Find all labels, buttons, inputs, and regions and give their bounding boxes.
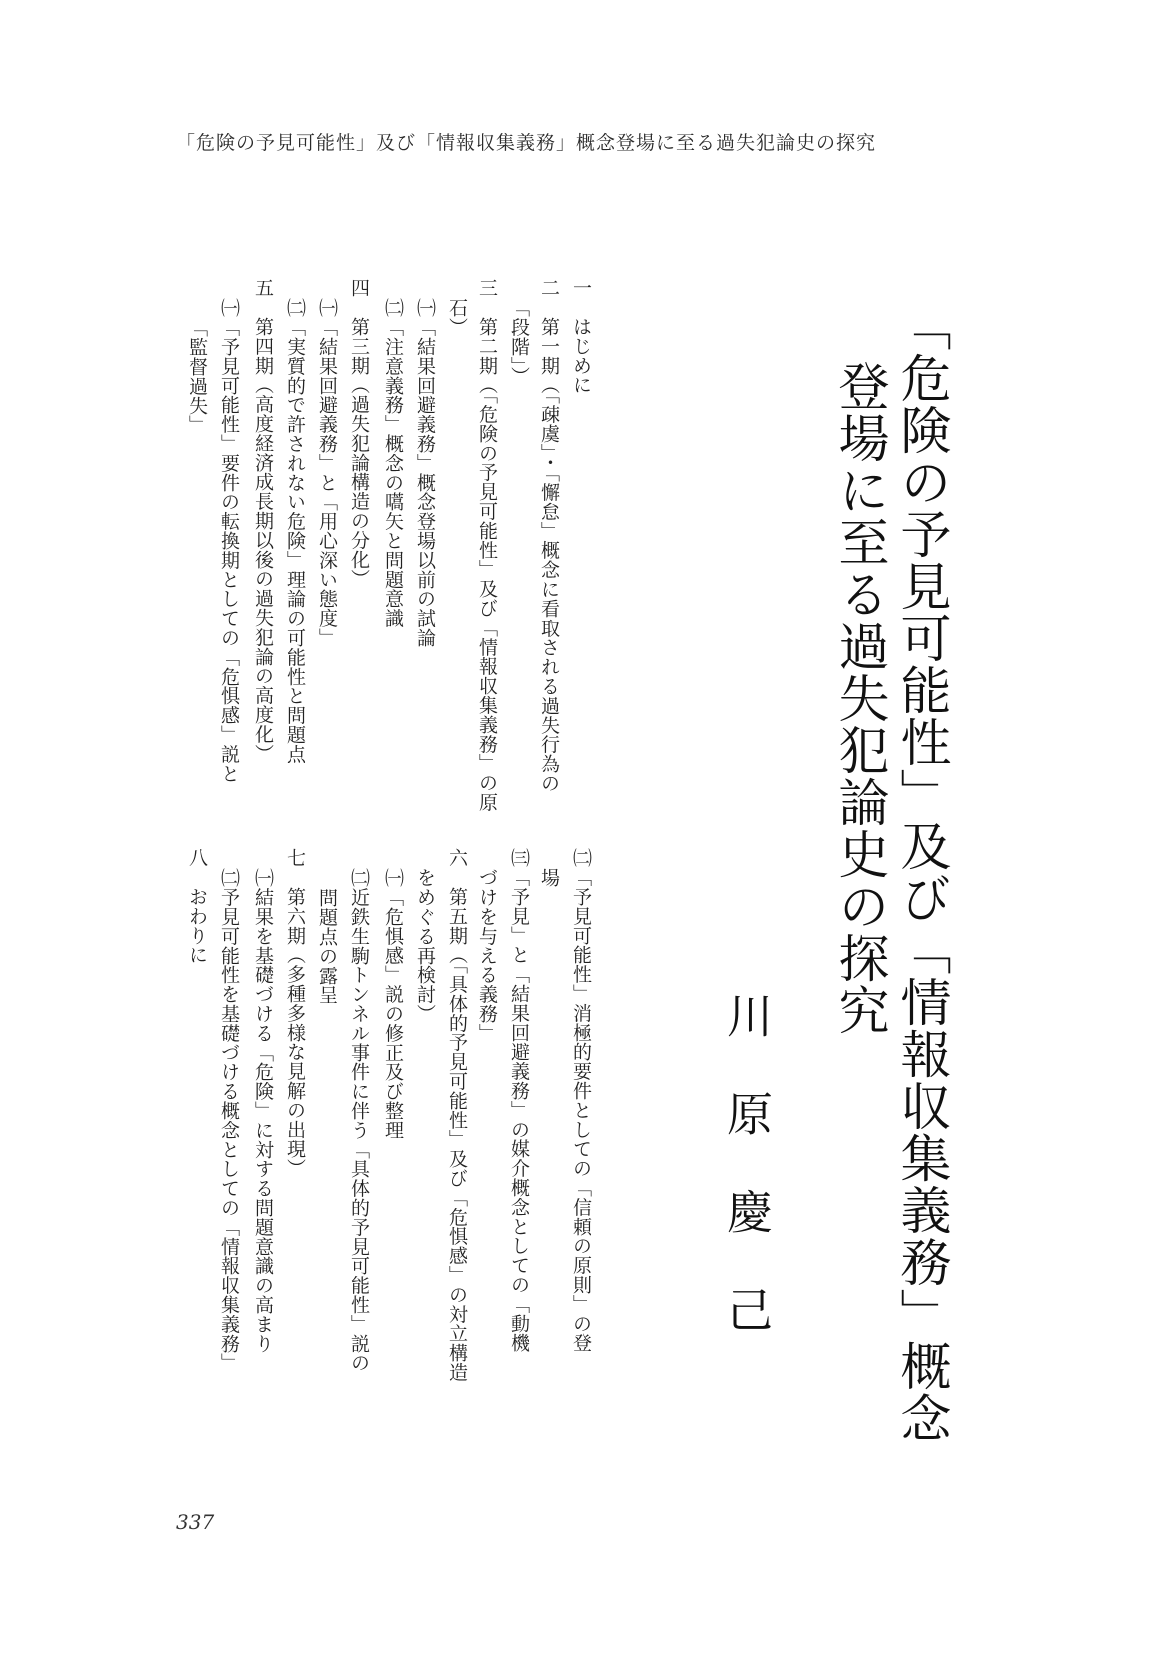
toc-item: ㈠結果を基礎づける「危険」に対する問題意識の高まり [252, 868, 274, 1353]
toc-item: 八 おわりに [186, 848, 208, 965]
toc-item: ㈠「結果回避義務」と「用心深い態度」 [316, 298, 338, 648]
page-number: 337 [176, 1510, 215, 1534]
toc-item: 「段階」） [508, 298, 530, 386]
toc-item: 三 第二期（「危険の予見可能性」及び「情報収集義務」の原 [476, 278, 498, 812]
toc-item: ㈡「予見可能性」消極的要件としての「信頼の原則」の登 [570, 848, 592, 1353]
toc-item: ㈢「予見」と「結果回避義務」の媒介概念としての「動機 [508, 848, 530, 1353]
article-title-line-1: 「危険の予見可能性」及び「情報収集義務」概念 [891, 300, 950, 1444]
toc-item: ㈠「危惧感」説の修正及び整理 [382, 868, 404, 1140]
toc-item: づけを与える義務」 [476, 868, 498, 1043]
toc-item: 一 はじめに [570, 278, 592, 395]
toc-item: 「監督過失」 [186, 318, 208, 435]
toc-item: ㈡「注意義務」概念の嚆矢と問題意識 [382, 298, 404, 628]
toc-item: ㈠「予見可能性」要件の転換期としての「危惧感」説と [218, 298, 240, 783]
toc-item: 六 第五期（「具体的予見可能性」及び「危惧感」の対立構造 [446, 848, 468, 1382]
author-name: 川原慶己 [720, 992, 774, 1384]
toc-item: をめぐる再検討） [414, 868, 436, 1024]
running-header: 「危険の予見可能性」及び「情報収集義務」概念登場に至る過失犯論史の探究 [176, 132, 877, 154]
toc-item: ㈡予見可能性を基礎づける概念としての「情報収集義務」 [218, 868, 240, 1373]
article-title-line-2: 登場に至る過失犯論史の探究 [829, 360, 888, 1036]
toc-item: 七 第六期（多種多様な見解の出現） [284, 848, 306, 1178]
toc-item: 問題点の露呈 [316, 888, 338, 1005]
toc-item: ㈡近鉄生駒トンネル事件に伴う「具体的予見可能性」説の [348, 868, 370, 1373]
toc-item: ㈡「実質的で許されない危険」理論の可能性と問題点 [284, 298, 306, 764]
toc-item: 五 第四期（高度経済成長期以後の過失犯論の高度化） [252, 278, 274, 763]
toc-item: 石） [446, 298, 468, 337]
toc-item: 四 第三期（過失犯論構造の分化） [348, 278, 370, 589]
toc-item: 二 第一期（「疎虞」・「懈怠」概念に看取される過失行為の [538, 278, 560, 793]
toc-item: 場 [538, 868, 560, 888]
toc-item: ㈠「結果回避義務」概念登場以前の試論 [414, 298, 436, 648]
